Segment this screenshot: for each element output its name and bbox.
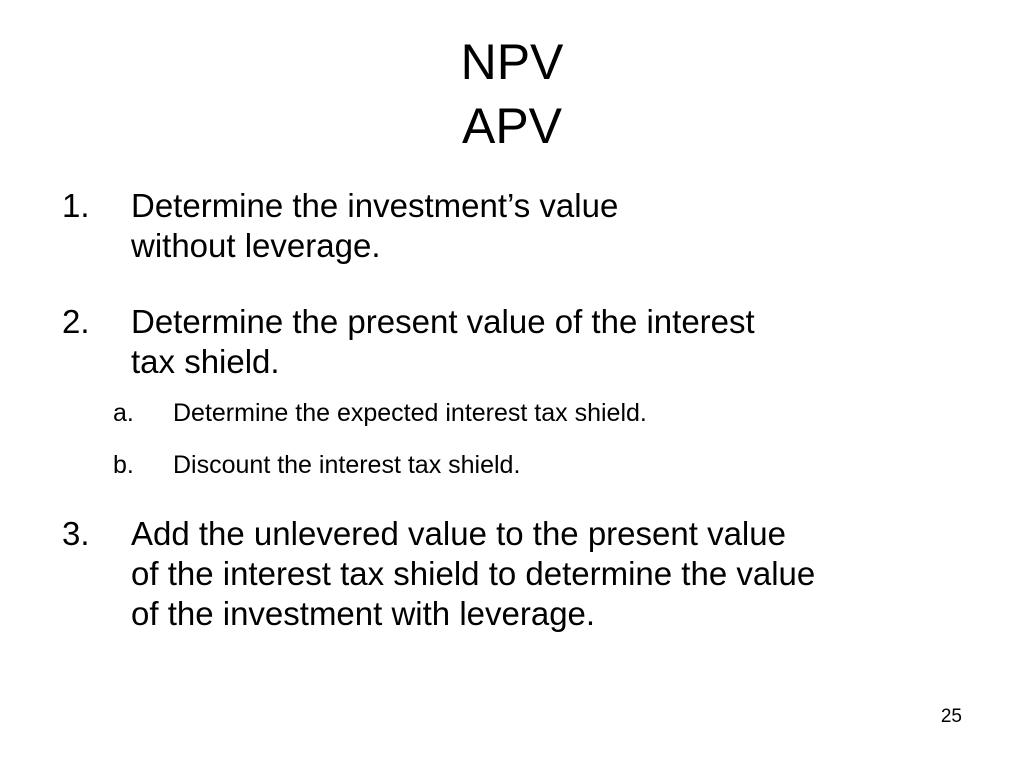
sub-item-letter: b. <box>113 451 134 479</box>
sub-item-a <box>113 398 913 428</box>
item-number: 3. <box>62 515 90 552</box>
sub-item-text: Discount the interest tax shield. <box>173 451 521 479</box>
item-text: Determine the present value of the interest tax shield. <box>131 303 755 380</box>
list-item-1 <box>62 186 982 266</box>
sub-item-b <box>113 450 913 480</box>
list-item-2 <box>62 302 982 382</box>
page-number: 25 <box>940 706 962 727</box>
sub-item-text: Determine the expected interest tax shield. <box>173 399 647 427</box>
item-number: 2. <box>62 303 90 340</box>
title-line-apv: APV <box>461 98 563 154</box>
list-item-3 <box>62 514 982 634</box>
item-number: 1. <box>62 187 90 224</box>
item-text: Add the unlevered value to the present value of the interest tax shield to determine the value of the investment with leverage. <box>131 515 816 632</box>
sub-item-letter: a. <box>113 399 134 427</box>
title-line-npv: NPV <box>460 34 564 90</box>
slide-title <box>0 30 1024 158</box>
item-text: Determine the investment’s value without leverage. <box>131 187 619 264</box>
